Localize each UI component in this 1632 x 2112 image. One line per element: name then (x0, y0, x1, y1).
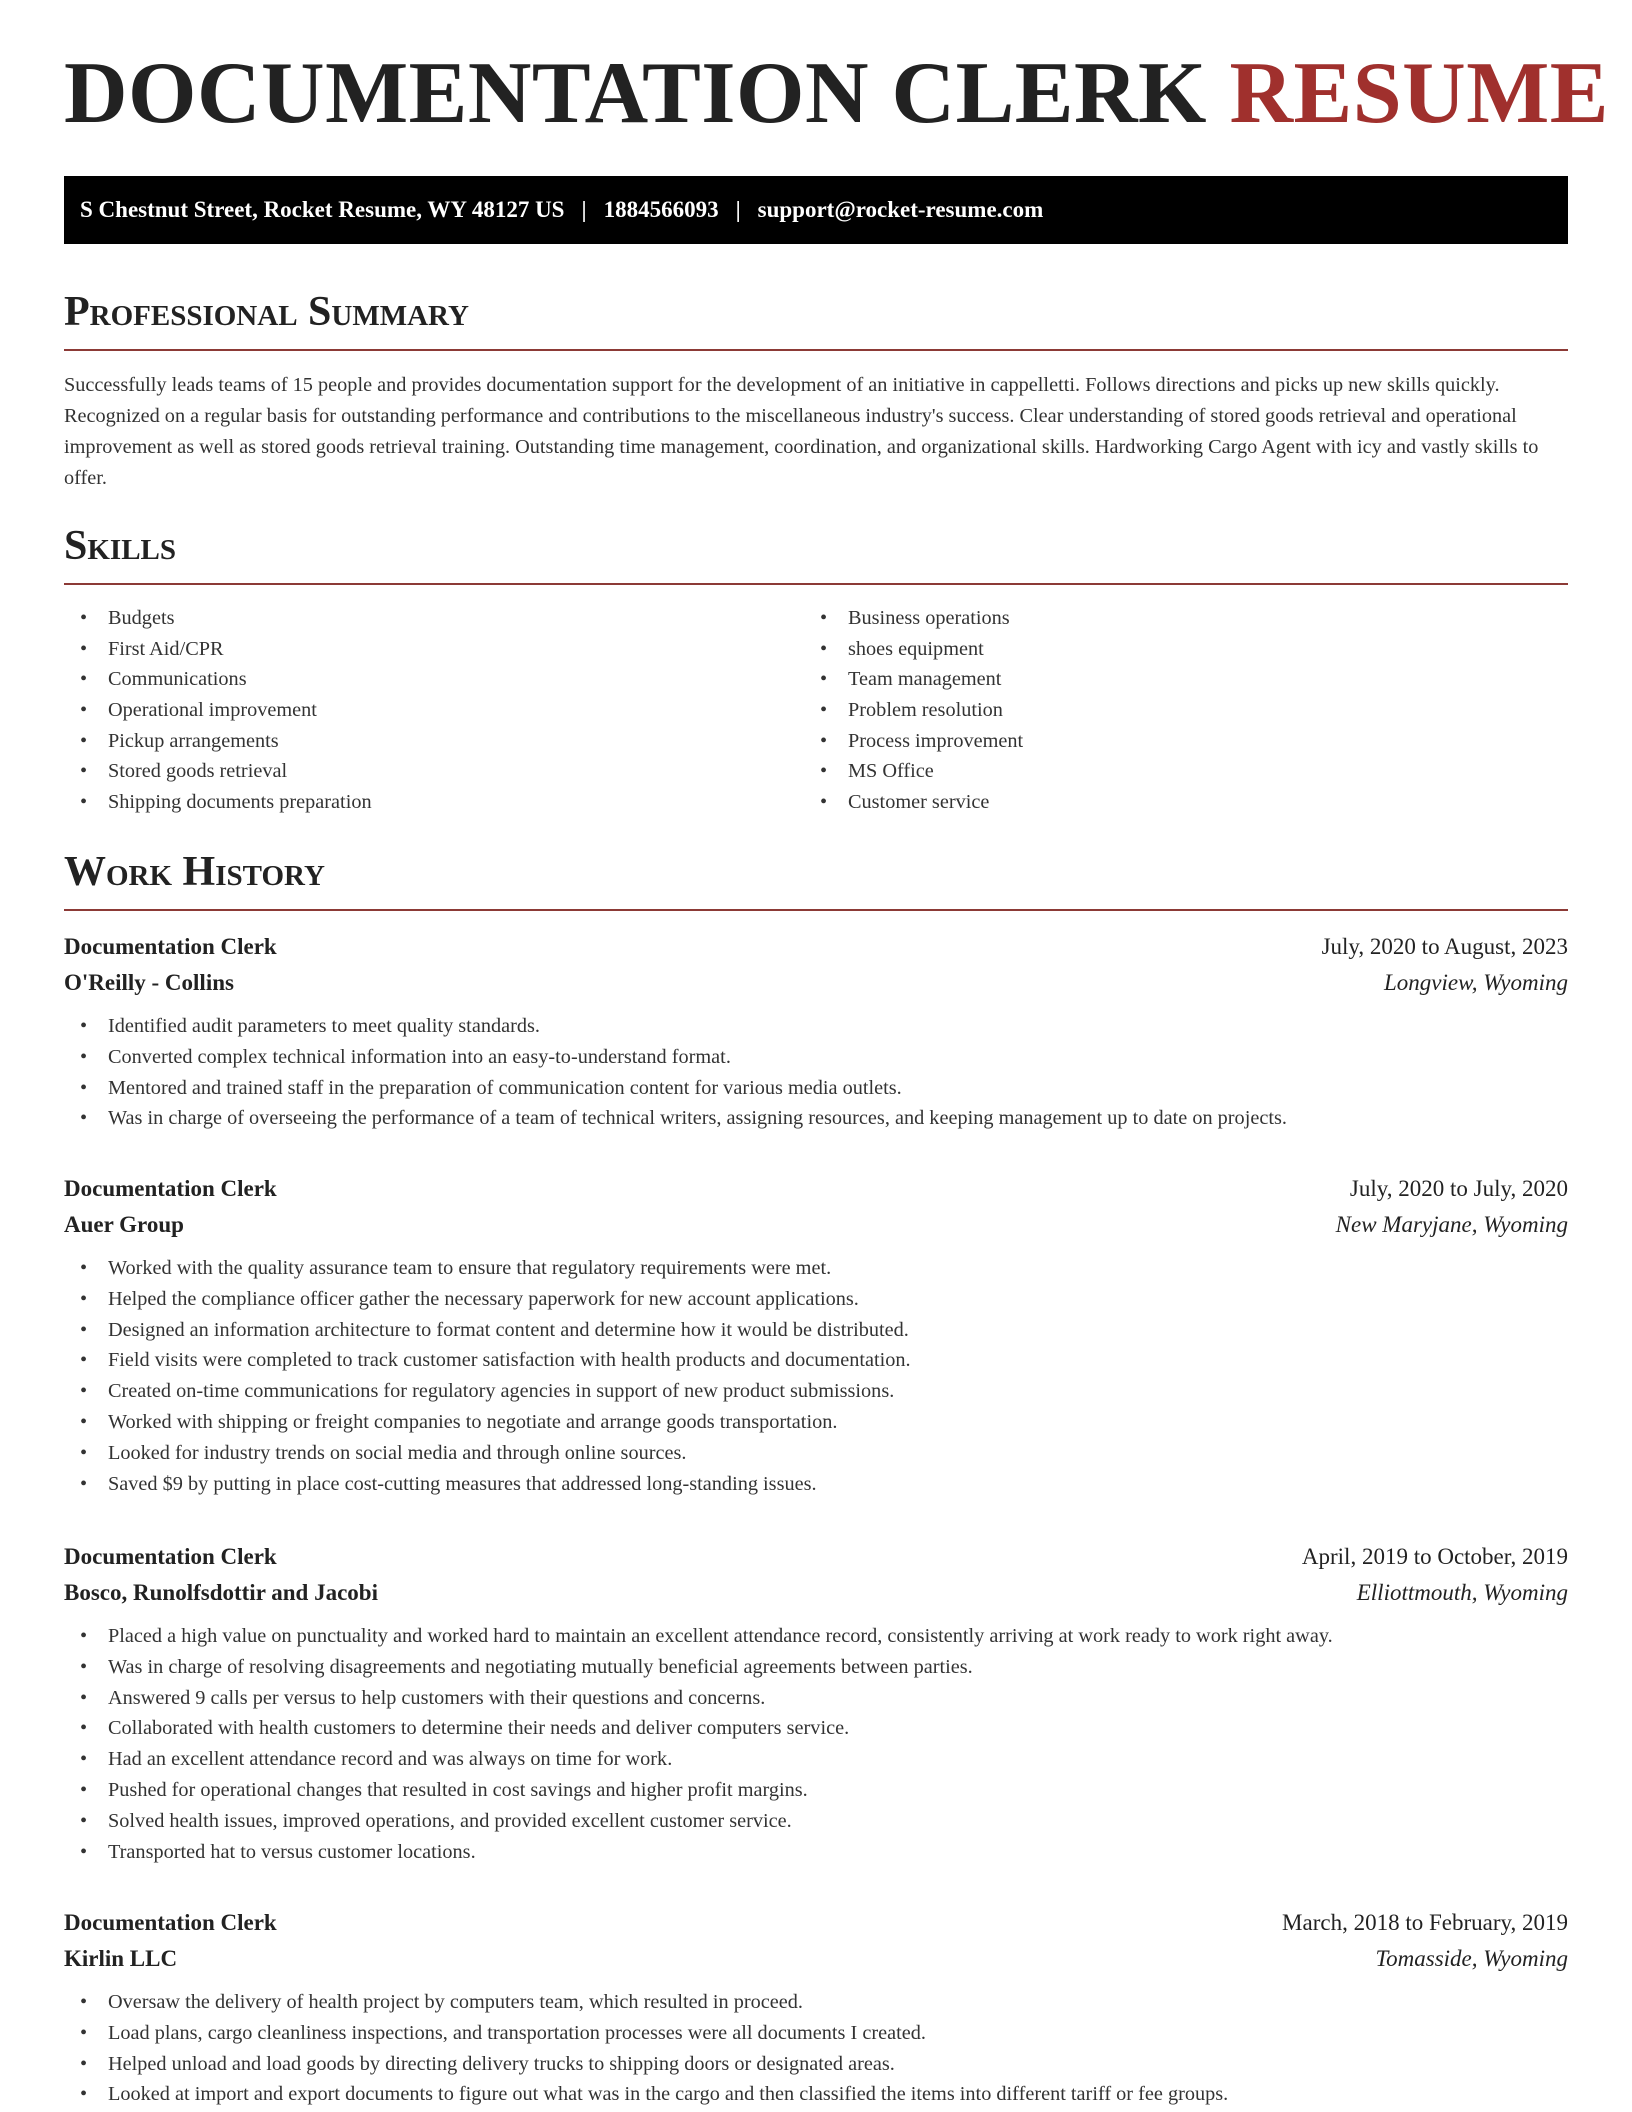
job-location: Longview, Wyoming (1384, 970, 1568, 995)
job-bullet: • Oversaw the delivery of health project by computers team, which resulted in proceed. (64, 1987, 1568, 2018)
resume-title (64, 45, 1609, 142)
job-employer: Kirlin LLC (64, 1946, 178, 1971)
summary-text: Successfully leads teams of 15 people and provides documentation support for the development of an initiative in cappelletti. Follows directions and picks up new skills quickly. Recognized on a regular basis for outstanding performance and contributions to the miscellaneous industry's success. Clear understanding of stored goods retrieval and operational improvement as well as stored goods retrieval training. Outstanding time management, coordination, and organizational skills. Hardworking Cargo Agent with icy and vastly skills to offer. (64, 374, 1539, 489)
job-dates: July, 2020 to July, 2020 (1349, 1176, 1568, 1201)
title-accent: RESUME (1229, 45, 1609, 142)
job-bullets (64, 1011, 1568, 1134)
job-bullet: • Had an excellent attendance record and was always on time for work. (64, 1744, 1568, 1775)
skill-item: • Stored goods retrieval (64, 756, 804, 787)
contact-address: S Chestnut Street, Rocket Resume, WY 48127 US (80, 197, 565, 222)
job-bullet: • Worked with the quality assurance team to ensure that regulatory requirements were met. (64, 1253, 1568, 1284)
job-title: Documentation Clerk (64, 1544, 277, 1569)
job-title: Documentation Clerk (64, 1176, 277, 1201)
job-employer: O'Reilly - Collins (64, 970, 234, 995)
work-section-header (64, 851, 1568, 911)
job-entry (64, 1171, 1568, 1499)
title-main: DOCUMENTATION CLERK (64, 45, 1207, 142)
contact-phone: 1884566093 (603, 197, 719, 222)
skill-item: • MS Office (804, 756, 1023, 787)
job-bullets (64, 1987, 1568, 2110)
job-bullet: • Worked with shipping or freight companies to negotiate and arrange goods transportation. (64, 1407, 1568, 1438)
work-heading: Work History (64, 849, 325, 895)
contact-separator: | (735, 197, 741, 222)
job-title: Documentation Clerk (64, 1910, 277, 1935)
job-bullet: • Designed an information architecture to format content and determine how it would be distributed. (64, 1315, 1568, 1346)
skill-item: • Shipping documents preparation (64, 787, 804, 818)
skill-item: • Budgets (64, 603, 804, 634)
job-location: Elliottmouth, Wyoming (1356, 1580, 1568, 1605)
skills-section-header (64, 525, 1568, 585)
job-bullet: • Was in charge of overseeing the performance of a team of technical writers, assigning resources, and keeping management up to date on projects. (64, 1103, 1568, 1134)
job-bullet: • Placed a high value on punctuality and worked hard to maintain an excellent attendance record, consistently arriving at work ready to work right away. (64, 1621, 1568, 1652)
skill-item: • First Aid/CPR (64, 634, 804, 665)
job-bullet: • Field visits were completed to track customer satisfaction with health products and documentation. (64, 1345, 1568, 1376)
skills-column-left (64, 603, 804, 818)
skills-list (64, 603, 1568, 818)
summary-heading: Professional Summary (64, 289, 469, 335)
skill-item: • Operational improvement (64, 695, 804, 726)
skill-item: • Communications (64, 664, 804, 695)
skills-column-right (804, 603, 1023, 818)
job-bullet: • Solved health issues, improved operations, and provided excellent customer service. (64, 1806, 1568, 1837)
job-bullet: • Helped the compliance officer gather the necessary paperwork for new account applications. (64, 1284, 1568, 1315)
job-employer: Auer Group (64, 1212, 184, 1237)
summary-section-header (64, 291, 1568, 351)
job-bullet: • Was in charge of resolving disagreements and negotiating mutually beneficial agreements between parties. (64, 1652, 1568, 1683)
contact-email: support@rocket-resume.com (757, 197, 1044, 222)
contact-separator: | (581, 197, 587, 222)
skill-item: • Team management (804, 664, 1023, 695)
skills-heading: Skills (64, 523, 177, 569)
job-bullet: • Load plans, cargo cleanliness inspections, and transportation processes were all documents I created. (64, 2018, 1568, 2049)
job-dates: April, 2019 to October, 2019 (1301, 1544, 1568, 1569)
job-entry (64, 1905, 1568, 2110)
contact-bar (64, 176, 1568, 244)
skill-item: • Process improvement (804, 726, 1023, 757)
job-bullet: • Pushed for operational changes that resulted in cost savings and higher profit margins. (64, 1775, 1568, 1806)
job-bullet: • Converted complex technical information into an easy-to-understand format. (64, 1042, 1568, 1073)
job-location: New Maryjane, Wyoming (1335, 1212, 1568, 1237)
job-dates: March, 2018 to February, 2019 (1282, 1910, 1568, 1935)
job-dates: July, 2020 to August, 2023 (1321, 934, 1568, 959)
job-bullets (64, 1621, 1568, 1867)
job-employer: Bosco, Runolfsdottir and Jacobi (64, 1580, 378, 1605)
job-bullet: • Mentored and trained staff in the preparation of communication content for various media outlets. (64, 1073, 1568, 1104)
skill-item: • Pickup arrangements (64, 726, 804, 757)
job-bullets (64, 1253, 1568, 1499)
job-entry (64, 929, 1568, 1134)
skill-item: • Problem resolution (804, 695, 1023, 726)
job-bullet: • Looked for industry trends on social media and through online sources. (64, 1438, 1568, 1469)
job-bullet: • Looked at import and export documents to figure out what was in the cargo and then classified the items into different tariff or fee groups. (64, 2079, 1568, 2110)
job-bullet: • Saved $9 by putting in place cost-cutting measures that addressed long-standing issues. (64, 1469, 1568, 1500)
job-bullet: • Collaborated with health customers to determine their needs and deliver computers service. (64, 1713, 1568, 1744)
job-location: Tomasside, Wyoming (1375, 1946, 1568, 1971)
job-title: Documentation Clerk (64, 934, 277, 959)
skill-item: • shoes equipment (804, 634, 1023, 665)
job-bullet: • Answered 9 calls per versus to help customers with their questions and concerns. (64, 1683, 1568, 1714)
skill-item: • Business operations (804, 603, 1023, 634)
job-bullet: • Helped unload and load goods by directing delivery trucks to shipping doors or designated areas. (64, 2049, 1568, 2080)
job-bullet: • Created on-time communications for regulatory agencies in support of new product submissions. (64, 1376, 1568, 1407)
job-bullet: • Transported hat to versus customer locations. (64, 1837, 1568, 1868)
skill-item: • Customer service (804, 787, 1023, 818)
job-entry (64, 1539, 1568, 1867)
job-bullet: • Identified audit parameters to meet quality standards. (64, 1011, 1568, 1042)
